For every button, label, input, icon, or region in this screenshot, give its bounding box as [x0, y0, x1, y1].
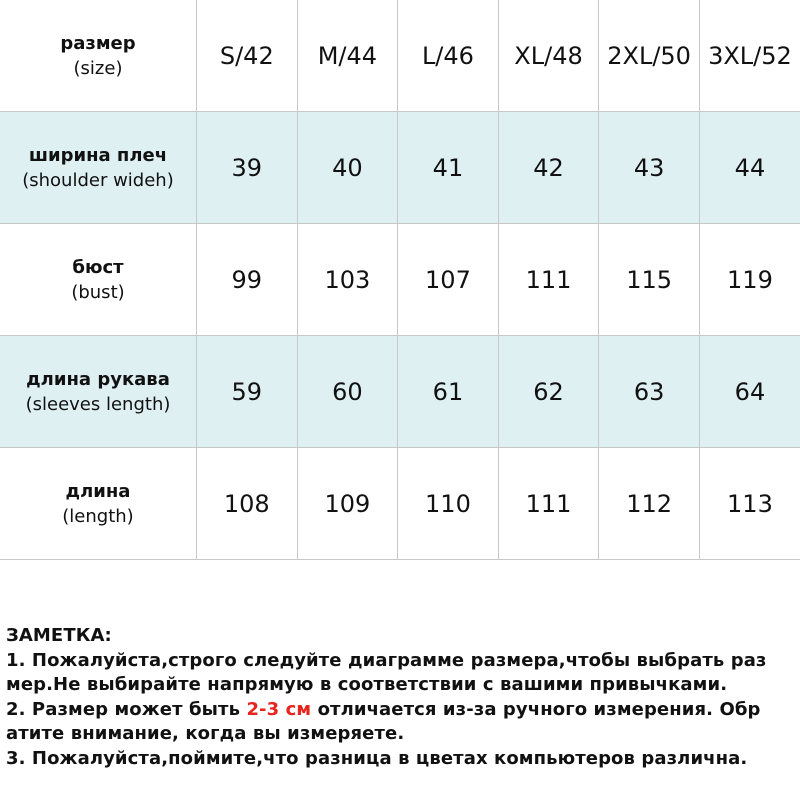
note-text: 2. Размер может быть [6, 698, 247, 720]
row-label-en: (length) [62, 505, 134, 527]
notes-title: ЗАМЕТКА: [6, 625, 112, 646]
size-column-header: 3XL/52 [699, 0, 800, 112]
table-cell: 110 [398, 448, 499, 560]
table-cell: 62 [498, 336, 599, 448]
size-column-header: S/42 [197, 0, 298, 112]
row-label-cell [0, 336, 197, 448]
table-cell: 111 [498, 448, 599, 560]
table-cell: 115 [599, 224, 700, 336]
size-column-header: L/46 [398, 0, 499, 112]
size-column-header: XL/48 [498, 0, 599, 112]
table-cell: 60 [297, 336, 398, 448]
note-line: атите внимание, когда вы измеряете. [6, 723, 405, 744]
shoulder-width-row [0, 112, 800, 224]
note-text: отличается из-за ручного измерения. Обр [311, 698, 761, 720]
table-cell: 111 [498, 224, 599, 336]
sleeve-length-row [0, 336, 800, 448]
table-cell: 113 [699, 448, 800, 560]
notes-section [6, 624, 800, 771]
table-cell: 61 [398, 336, 499, 448]
table-cell: 64 [699, 336, 800, 448]
size-label-ru: размер [60, 32, 136, 54]
table-cell: 40 [297, 112, 398, 224]
row-label-cell [0, 224, 197, 336]
length-row [0, 448, 800, 560]
row-label-ru: ширина плеч [28, 144, 168, 166]
note-line [6, 698, 800, 723]
row-label-cell [0, 448, 197, 560]
row-label-en: (bust) [71, 281, 125, 303]
table-cell: 99 [197, 224, 298, 336]
table-cell: 39 [197, 112, 298, 224]
note-line: 3. Пожалуйста,поймите,что разница в цветах компьютеров различна. [6, 747, 748, 769]
size-column-header: 2XL/50 [599, 0, 700, 112]
size-header-row [0, 0, 800, 112]
table-cell: 43 [599, 112, 700, 224]
row-label-en: (sleeves length) [25, 393, 171, 415]
bust-row [0, 224, 800, 336]
table-cell: 108 [197, 448, 298, 560]
table-cell: 112 [599, 448, 700, 560]
row-label-en: (shoulder wideh) [22, 169, 174, 191]
table-cell: 119 [699, 224, 800, 336]
size-label-en: (size) [73, 57, 123, 79]
note-line: мер.Не выбирайте напрямую в соответствии с вашими привычками. [6, 674, 728, 695]
table-cell: 42 [498, 112, 599, 224]
row-label-ru: длина [65, 480, 131, 502]
table-cell: 103 [297, 224, 398, 336]
note-line: 1. Пожалуйста,строго следуйте диаграмме размера,чтобы выбрать раз [6, 649, 767, 671]
table-cell: 107 [398, 224, 499, 336]
table-cell: 63 [599, 336, 700, 448]
row-label-cell [0, 112, 197, 224]
size-column-header: M/44 [297, 0, 398, 112]
row-label-ru: бюст [72, 256, 124, 278]
table-cell: 44 [699, 112, 800, 224]
table-cell: 109 [297, 448, 398, 560]
table-cell: 59 [197, 336, 298, 448]
highlight-text: 2-3 см [246, 698, 312, 720]
row-label-ru: длина рукава [26, 368, 170, 390]
size-header-cell [0, 0, 197, 112]
table-cell: 41 [398, 112, 499, 224]
